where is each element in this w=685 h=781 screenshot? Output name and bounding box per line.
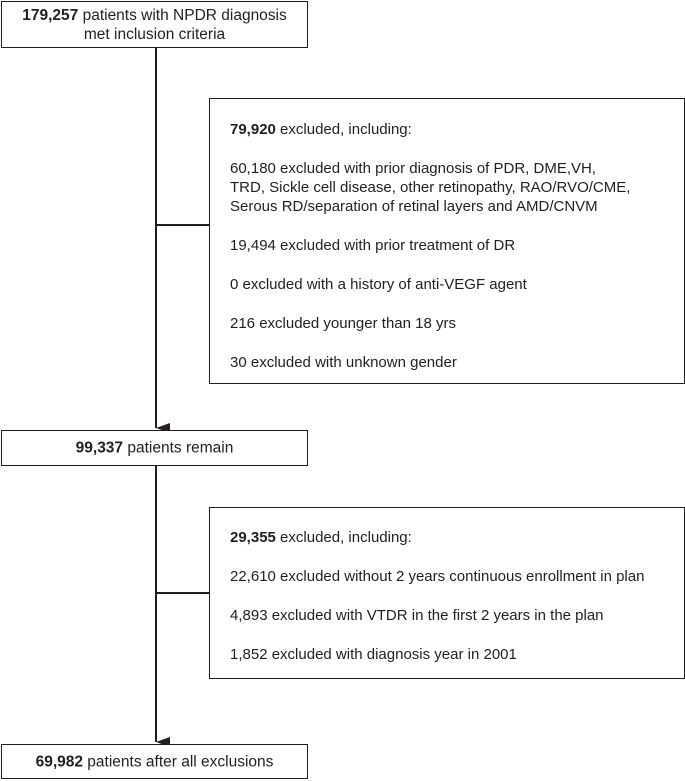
exclusion1-item-line: 19,494 excluded with prior treatment of DR bbox=[230, 237, 516, 254]
exclusion1-item bbox=[230, 353, 684, 372]
exclusion2-item bbox=[230, 645, 684, 664]
exclusion1-count: 79,920 bbox=[230, 121, 276, 138]
exclusion-box-2 bbox=[209, 507, 685, 679]
final-box bbox=[1, 744, 308, 779]
exclusion-box-1 bbox=[209, 98, 685, 384]
exclusion1-header-text: excluded, including: bbox=[275, 121, 412, 138]
exclusion1-item bbox=[230, 314, 684, 333]
inclusion-text: patients with NPDR diagnosis bbox=[78, 6, 287, 24]
remain-count: 99,337 bbox=[75, 439, 124, 457]
exclusion1-item-line: Serous RD/separation of retinal layers and AMD/CNVM bbox=[230, 198, 598, 215]
remain-text: patients remain bbox=[123, 439, 234, 457]
inclusion-line2: met inclusion criteria bbox=[83, 25, 226, 43]
remain-box bbox=[1, 430, 308, 466]
exclusion1-item-line: 30 excluded with unknown gender bbox=[230, 354, 457, 371]
exclusion1-item-line: 0 excluded with a history of anti-VEGF agent bbox=[230, 276, 527, 293]
final-text: patients after all exclusions bbox=[83, 753, 274, 770]
exclusion2-count: 29,355 bbox=[230, 529, 276, 546]
inclusion-count: 179,257 bbox=[22, 6, 79, 24]
exclusion1-item bbox=[230, 275, 684, 294]
exclusion2-item bbox=[230, 567, 684, 586]
exclusion2-item bbox=[230, 606, 684, 625]
inclusion-line1 bbox=[2, 6, 307, 25]
exclusion2-item-line: 4,893 excluded with VTDR in the first 2 years in the plan bbox=[230, 607, 604, 624]
exclusion1-item-line: 60,180 excluded with prior diagnosis of PDR, DME,VH, bbox=[230, 160, 597, 177]
exclusion1-item bbox=[230, 159, 684, 216]
exclusion2-item-line: 1,852 excluded with diagnosis year in 2001 bbox=[230, 646, 517, 663]
exclusion2-header bbox=[230, 528, 684, 547]
exclusion2-header-text: excluded, including: bbox=[275, 529, 412, 546]
final-count: 69,982 bbox=[35, 753, 83, 770]
exclusion1-item bbox=[230, 236, 684, 255]
inclusion-box bbox=[1, 1, 308, 48]
exclusion1-item-line: 216 excluded younger than 18 yrs bbox=[230, 315, 456, 332]
exclusion1-item-line: TRD, Sickle cell disease, other retinopathy, RAO/RVO/CME, bbox=[230, 179, 631, 196]
exclusion1-header bbox=[230, 120, 684, 139]
exclusion2-item-line: 22,610 excluded without 2 years continuous enrollment in plan bbox=[230, 568, 645, 585]
